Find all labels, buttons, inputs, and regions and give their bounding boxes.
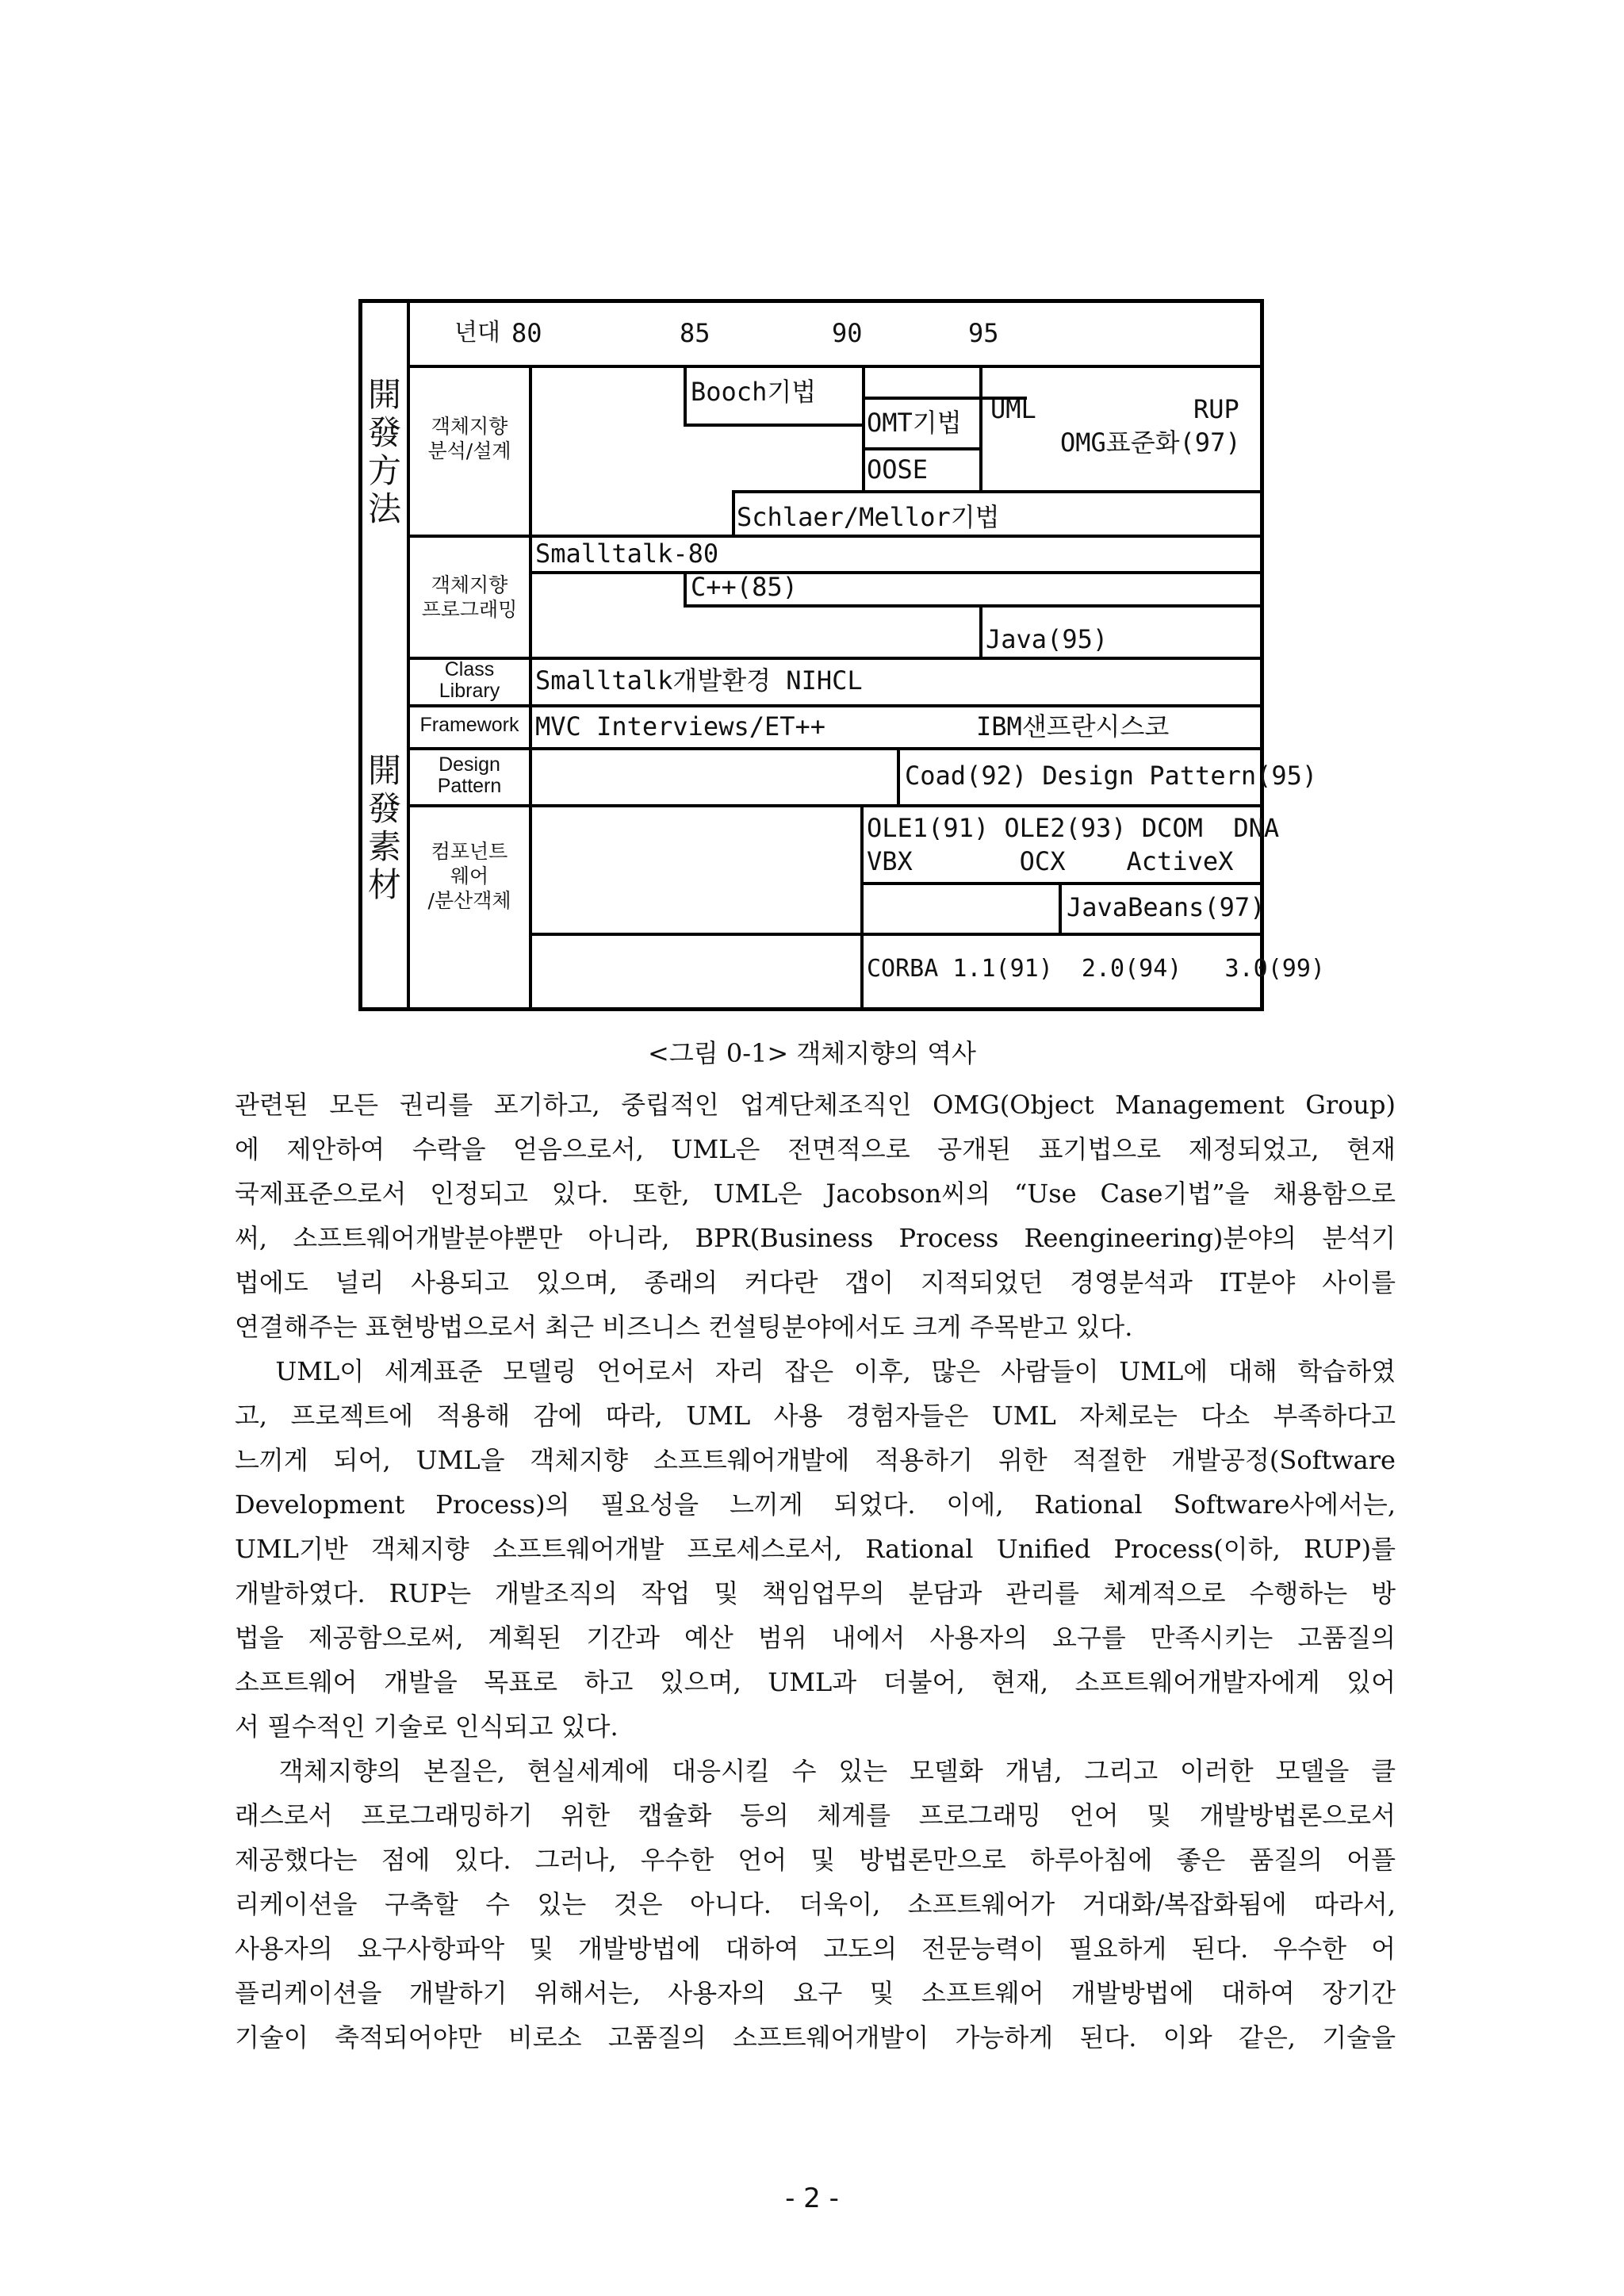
year-85: 85	[680, 318, 710, 348]
divider	[407, 365, 1262, 368]
year-80: 80	[511, 318, 542, 348]
history-figure	[358, 299, 1325, 1011]
divider	[862, 490, 1262, 493]
text-line: 서 필수적인 기술로 인식되고 있다.	[235, 1711, 619, 1742]
materials-group-label: 開 發 素 材	[367, 751, 401, 904]
entry-vbx: VBX OCX ActiveX	[867, 846, 1234, 876]
entry-corba: CORBA 1.1(91) 2.0(94) 3.0(99)	[867, 955, 1325, 983]
row-label-framework: Framework	[419, 714, 519, 736]
entry-coad-design-pattern: Coad(92) Design Pattern(95)	[905, 761, 1318, 791]
text-line: 리케이션을 구축할 수 있는 것은 아니다. 더욱이, 소프트웨어가 거대화/복잡화됨에 따라서,	[235, 1889, 1396, 1919]
text-line: 법을 제공함으로써, 계획된 기간과 예산 범위 내에서 사용자의 요구를 만족시키는 고품질의	[235, 1623, 1396, 1653]
divider	[1059, 882, 1062, 933]
divider	[529, 365, 532, 1009]
text-line: 느끼게 되어, UML을 객체지향 소프트웨어개발에 적용하기 위한 적절한 개발공정(Software	[235, 1445, 1396, 1475]
divider	[529, 933, 1262, 936]
divider	[684, 365, 687, 424]
entry-rup: RUP	[1193, 394, 1239, 424]
text-line: 에 제안하여 수락을 얻음으로서, UML은 전면적으로 공개된 표기법으로 제정되었고, 현재	[235, 1134, 1396, 1164]
text-line: 고, 프로젝트에 적용해 감에 따라, UML 사용 경험자들은 UML 자체로는 다소 부족하다고	[235, 1401, 1396, 1431]
entry-smalltalk-env: Smalltalk개발환경 NIHCL	[535, 665, 863, 696]
text-line: Development Process)의 필요성을 느끼게 되었다. 이에, Rational Software사에서는,	[235, 1489, 1396, 1520]
divider	[407, 804, 529, 807]
text-line: 소프트웨어 개발을 목표로 하고 있으며, UML과 더불어, 현재, 소프트웨어개발자에게 있어	[235, 1667, 1396, 1697]
divider	[684, 424, 862, 427]
text-line: 연결해주는 표현방법으로서 최근 비즈니스 컨설팅분야에서도 크게 주목받고 있다.	[235, 1312, 1133, 1342]
text-line: 객체지향의 본질은, 현실세계에 대응시킬 수 있는 모델화 개념, 그리고 이러한 모델을 클	[235, 1756, 1396, 1786]
entry-ibm: IBM샌프란시스코	[976, 711, 1170, 742]
row-label-ooad: 객체지향 분석/설계	[427, 415, 511, 462]
decade-label: 년대	[454, 319, 500, 347]
entry-javabeans: JavaBeans(97)	[1067, 892, 1266, 922]
year-90: 90	[832, 318, 863, 348]
divider	[979, 604, 982, 657]
divider	[407, 535, 529, 538]
text-line: UML기반 객체지향 소프트웨어개발 프로세스로서, Rational Unified Process(이하, RUP)를	[235, 1534, 1396, 1564]
text-line: 써, 소프트웨어개발분야뿐만 아니라, BPR(Business Process Reengineering)분야의 분석기	[235, 1223, 1396, 1253]
divider	[979, 365, 982, 490]
entry-smalltalk-80: Smalltalk-80	[535, 539, 719, 569]
text-line: 제공했다는 점에 있다. 그러나, 우수한 언어 및 방법론만으로 하루아침에 좋은 품질의 어플	[235, 1845, 1396, 1875]
entry-booch: Booch기법	[691, 377, 817, 407]
row-label-design-pattern: Design Pattern	[437, 753, 502, 797]
divider	[407, 657, 1262, 660]
text-line: 관련된 모든 권리를 포기하고, 중립적인 업계단체조직인 OMG(Object Management Group)	[235, 1090, 1396, 1120]
divider	[407, 704, 1262, 707]
row-label-component: 컴포넌트 웨어 /분산객체	[427, 840, 511, 912]
year-95: 95	[968, 318, 999, 348]
divider	[897, 747, 900, 804]
entry-schlaer-mellor: Schlaer/Mellor기법	[737, 502, 1000, 532]
text-line: 기술이 축적되어야만 비로소 고품질의 소프트웨어개발이 가능하게 된다. 이와 같은, 기술을	[235, 2022, 1396, 2053]
text-line: 플리케이션을 개발하기 위해서는, 사용자의 요구 및 소프트웨어 개발방법에 대하여 장기간	[235, 1978, 1396, 2008]
paragraph-3	[235, 1749, 1396, 2060]
entry-ole: OLE1(91) OLE2(93) DCOM DNA	[867, 813, 1280, 843]
text-line: 개발하였다. RUP는 개발조직의 작업 및 책임업무의 분담과 관리를 체계적으로 수행하는 방	[235, 1578, 1396, 1608]
divider	[732, 490, 735, 535]
entry-uml: UML	[990, 394, 1036, 424]
divider	[684, 571, 687, 604]
row-label-oop: 객체지향 프로그래밍	[421, 573, 518, 621]
paragraph-1	[235, 1083, 1396, 1349]
text-line: 법에도 널리 사용되고 있으며, 종래의 커다란 갭이 지적되었던 경영분석과 IT분야 사이를	[235, 1267, 1396, 1297]
entry-java: Java(95)	[986, 624, 1109, 654]
text-line: 국제표준으로서 인정되고 있다. 또한, UML은 Jacobson씨의 “Use Case기법”을 채용함으로	[235, 1179, 1396, 1209]
divider	[529, 804, 1262, 807]
divider	[860, 804, 864, 1009]
entry-mvc: MVC Interviews/ET++	[535, 711, 826, 742]
divider	[529, 571, 1262, 574]
text-line: 사용자의 요구사항파악 및 개발방법에 대하여 고도의 전문능력이 필요하게 된다. 우수한 어	[235, 1934, 1396, 1964]
entry-omt: OMT기법	[867, 408, 962, 438]
divider	[732, 490, 862, 493]
divider	[684, 604, 1262, 608]
entry-oose: OOSE	[867, 454, 929, 485]
figure-caption: <그림 0-1> 객체지향의 역사	[648, 1038, 976, 1068]
page-number: - 2 -	[785, 2183, 839, 2214]
paragraph-2	[235, 1349, 1396, 1749]
divider	[862, 397, 865, 490]
entry-cpp: C++(85)	[691, 572, 798, 602]
text-line: 래스로서 프로그래밍하기 위한 캡슐화 등의 체계를 프로그래밍 언어 및 개발방법론으로서	[235, 1800, 1396, 1830]
row-label-class-library: Class Library	[439, 658, 500, 702]
divider	[407, 747, 1262, 750]
divider	[862, 447, 979, 450]
methods-group-label: 開 發 方 法	[367, 375, 401, 528]
entry-omg-standard: OMG표준화(97)	[1060, 427, 1241, 458]
text-line: UML이 세계표준 모델링 언어로서 자리 잡은 이후, 많은 사람들이 UML에 대해 학습하였	[235, 1356, 1396, 1386]
